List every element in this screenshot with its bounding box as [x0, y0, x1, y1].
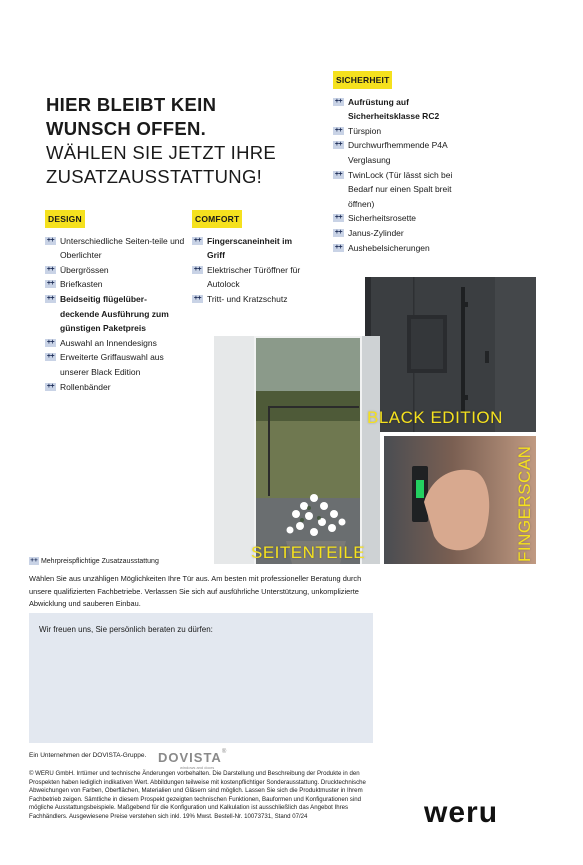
intro-paragraph: Wählen Sie aus unzähligen Möglichkeiten Ihre Tür aus. Am besten mit professioneller Beratung durch unsere qualifizierten Fachbetriebe. Verlassen Sie sich auf ausführliche Unterstützung, unkomplizierte Abwicklung und sauberen Einbau. [29, 574, 362, 608]
plus-marker-icon: ++ [193, 236, 202, 244]
plus-marker-icon: ++ [334, 97, 343, 105]
footnote-text: Mehrpreispflichtige Zusatzausstattung [40, 557, 159, 565]
plus-marker-icon: ++ [46, 236, 55, 244]
list-item [333, 241, 473, 256]
list-item [333, 138, 473, 167]
seitenteile-photo [214, 336, 380, 564]
list-item [192, 234, 312, 263]
group-line: Ein Unternehmen der DOVISTA-Gruppe. [29, 752, 147, 759]
list-item [45, 292, 185, 336]
dovista-logo [158, 749, 226, 770]
list-item-text: TwinLock (Tür lässt sich bei Bedarf nur einen Spalt breit öffnen) [348, 169, 453, 209]
list-item-text: Sicherheitsrosette [348, 213, 417, 224]
contact-box [29, 613, 373, 743]
comfort-section [192, 210, 312, 307]
list-item-text: Tritt- und Kratzschutz [207, 293, 288, 304]
list-item [45, 234, 185, 263]
sicherheit-label: SICHERHEIT [333, 71, 392, 89]
weru-logo: weru [424, 796, 499, 829]
dovista-tagline: windows and doors [180, 765, 215, 770]
list-item [333, 211, 473, 226]
list-item-text: Unterschiedliche Seiten-teile und Oberlichter [60, 235, 185, 261]
comfort-list [192, 234, 312, 307]
list-item [45, 350, 185, 379]
list-item-text: Elektrischer Türöffner für Autolock [207, 264, 301, 290]
list-item [333, 168, 473, 212]
list-item [333, 124, 473, 139]
design-section [45, 210, 185, 394]
plus-marker-icon: ++ [46, 338, 55, 346]
list-item-text: Aushebelsicherungen [348, 242, 430, 253]
list-item-text: Beidseitig flügelüber-deckende Ausführung zum günstigen Paketpreis [60, 293, 169, 334]
plus-marker-icon: ++ [46, 294, 55, 302]
plus-marker-icon: ++ [46, 265, 55, 273]
plus-marker-icon: ++ [30, 557, 38, 564]
headline-line-4: ZUSATZAUSSTATTUNG! [46, 166, 263, 187]
plus-marker-icon: ++ [334, 126, 343, 134]
headline [46, 93, 336, 189]
list-item [45, 277, 185, 292]
list-item-text: Auswahl an Innendesigns [60, 337, 157, 348]
sicherheit-list [333, 95, 473, 256]
comfort-label: COMFORT [192, 210, 242, 228]
plus-marker-icon: ++ [334, 228, 343, 236]
footnote [29, 557, 159, 565]
plus-marker-icon: ++ [334, 243, 343, 251]
list-item [45, 336, 185, 351]
plus-marker-icon: ++ [334, 170, 343, 178]
plus-marker-icon: ++ [193, 294, 202, 302]
list-item [333, 95, 473, 124]
plus-marker-icon: ++ [334, 141, 343, 149]
list-item-text: Janus-Zylinder [348, 227, 404, 238]
list-item-text: Türspion [348, 125, 382, 136]
plus-marker-icon: ++ [334, 214, 343, 222]
list-item-text: Fingerscaneinheit im Griff [207, 235, 293, 261]
plus-marker-icon: ++ [193, 265, 202, 273]
list-item-text: Erweiterte Griffauswahl aus unserer Black Edition [60, 352, 164, 377]
list-item-text: Rollenbänder [60, 381, 111, 392]
headline-line-2: WUNSCH OFFEN. [46, 118, 207, 139]
black-edition-label: BLACK EDITION [367, 408, 503, 427]
list-item [333, 226, 473, 241]
plus-marker-icon: ++ [46, 382, 55, 390]
contact-text: Wir freuen uns, Sie persönlich beraten zu dürfen: [39, 625, 213, 634]
dovista-name: DOVISTA [158, 750, 222, 765]
dovista-reg: ® [221, 749, 227, 755]
headline-line-3: WÄHLEN SIE JETZT IHRE [46, 142, 277, 163]
list-item [45, 380, 185, 395]
design-list [45, 234, 185, 395]
headline-line-1: HIER BLEIBT KEIN [46, 94, 217, 115]
seitenteile-label: SEITENTEILE [251, 543, 366, 562]
list-item [192, 263, 312, 292]
list-item-text: Aufrüstung auf Sicherheitsklasse RC2 [348, 96, 440, 122]
plus-marker-icon: ++ [46, 353, 55, 361]
list-item-text: Übergrössen [60, 264, 109, 275]
list-item [192, 292, 312, 307]
sicherheit-section [333, 71, 473, 255]
design-label: DESIGN [45, 210, 85, 228]
list-item [45, 263, 185, 278]
plus-marker-icon: ++ [46, 280, 55, 288]
list-item-text: Briefkasten [60, 279, 103, 290]
fingerscan-photo [384, 436, 536, 564]
legal-text: © WERU GmbH. Irrtümer und technische Änderungen vorbehalten. Die Darstellung und Beschreibung der Produkte in den Prospekten haben lediglich indikativen Wert. Abbildungen teilweise mit kostenpflichtiger Sonderausstattung. Drucktechnische Abweichungen von Farben, Oberflächen, Materialien und Gläsern sind möglich. Lassen Sie sich die Produktmuster in Ihrem Fachbetrieb zeigen. Sämtliche in diesem Prospekt gezeigten technischen Funktionen, Bauformen und Konfigurationen sind mögliche Ausstattungsbeispiele. Maßgebend für die Konfiguration und Kalkulation ist ausschließlich das Angebot Ihres Fachhändlers. Ausgewiesene Preise verstehen sich inkl. 19% Mwst. Bestell-Nr. 10073731, Stand 07/24 [29, 770, 366, 820]
list-item-text: Durchwurfhemmende P4A Verglasung [348, 140, 448, 165]
fingerscan-label: FINGERSCAN [515, 445, 534, 562]
